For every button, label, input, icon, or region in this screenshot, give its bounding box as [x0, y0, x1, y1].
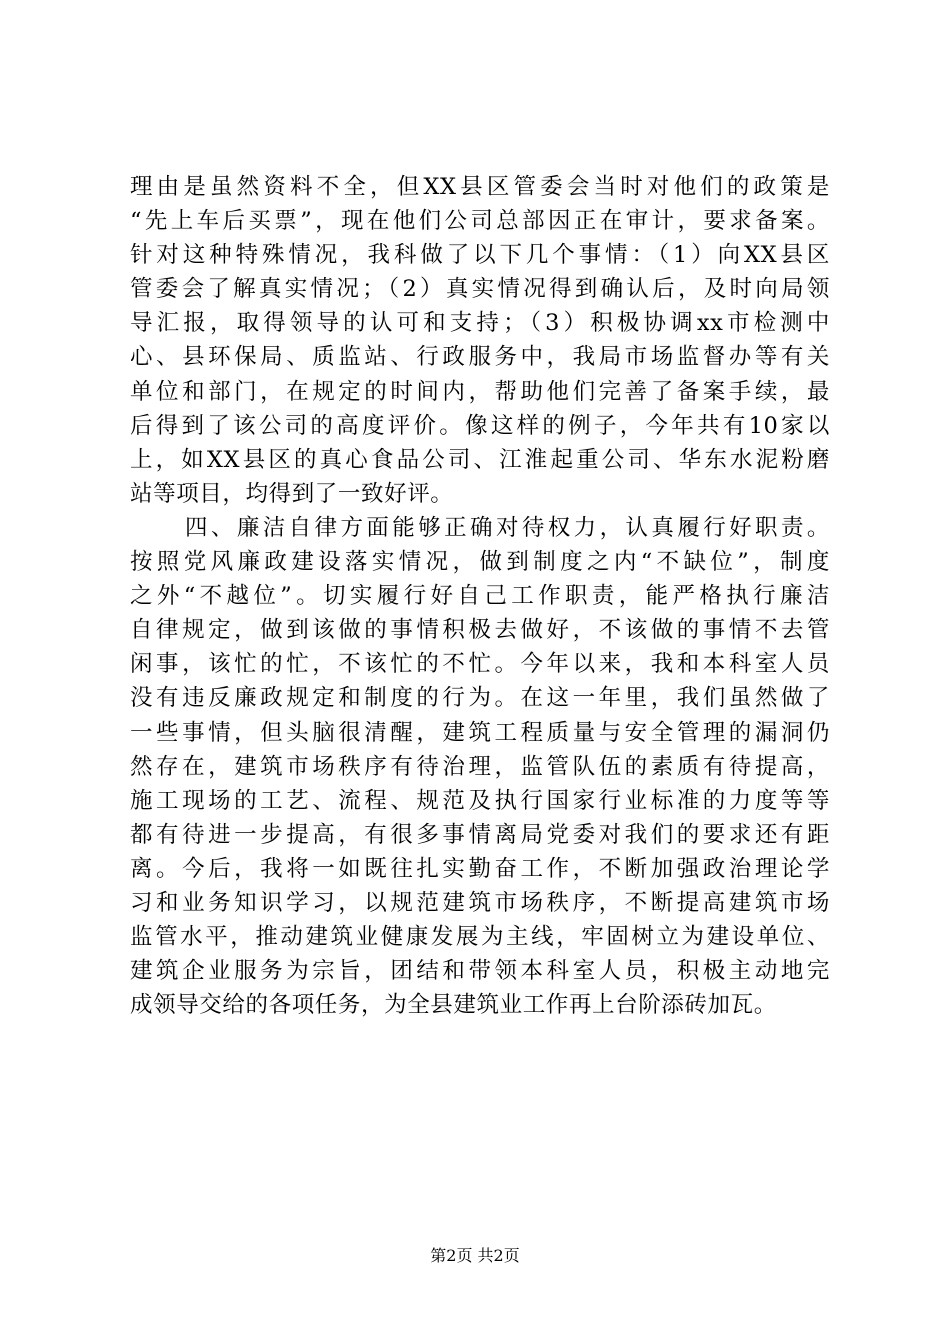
- text-line: 然存在，建筑市场秩序有待治理，监管队伍的素质有待提高，: [130, 753, 830, 780]
- text-line: 没有违反廉政规定和制度的行为。在这一年里，我们虽然做了: [130, 685, 830, 712]
- text-line: 按照党风廉政建设落实情况，做到制度之内“不缺位”，制度: [130, 549, 830, 576]
- text-line: 施工现场的工艺、流程、规范及执行国家行业标准的力度等等: [130, 787, 830, 814]
- text-line: 后得到了该公司的高度评价。像这样的例子，今年共有10家以: [130, 412, 830, 439]
- text-line: 闲事，该忙的忙，不该忙的不忙。今年以来，我和本科室人员: [130, 651, 830, 678]
- text-line: 自律规定，做到该做的事情积极去做好，不该做的事情不去管: [130, 617, 830, 644]
- text-line: 上，如XX县区的真心食品公司、江淮起重公司、华东水泥粉磨: [130, 446, 830, 473]
- text-line: 成领导交给的各项任务，为全县建筑业工作再上台阶添砖加瓦。: [130, 992, 777, 1019]
- text-line: “先上车后买票”，现在他们公司总部因正在审计，要求备案。: [130, 208, 830, 235]
- text-line: 一些事情，但头脑很清醒，建筑工程质量与安全管理的漏洞仍: [130, 719, 830, 746]
- text-line: 管委会了解真实情况；（2）真实情况得到确认后，及时向局领: [130, 276, 830, 303]
- text-line: 导汇报，取得领导的认可和支持；（3）积极协调xx市检测中: [130, 310, 830, 337]
- page-number-footer: 第2页 共2页: [430, 1246, 520, 1265]
- text-line: 都有待进一步提高，有很多事情离局党委对我们的要求还有距: [130, 821, 830, 848]
- text-line: 心、县环保局、质监站、行政服务中，我局市场监督办等有关: [130, 344, 830, 371]
- document-body: [130, 170, 830, 1022]
- text-line: 理由是虽然资料不全，但XX县区管委会当时对他们的政策是: [130, 174, 830, 200]
- section-heading-line: 四、廉洁自律方面能够正确对待权力，认真履行好职责。: [185, 514, 830, 541]
- text-line: 之外“不越位”。切实履行好自己工作职责，能严格执行廉洁: [130, 583, 830, 610]
- text-line: 针对这种特殊情况，我科做了以下几个事情：（1）向XX县区: [130, 242, 830, 269]
- text-line: 监管水平，推动建筑业健康发展为主线，牢固树立为建设单位、: [130, 924, 830, 951]
- text-line: 站等项目，均得到了一致好评。: [130, 480, 454, 507]
- text-line: 习和业务知识学习，以规范建筑市场秩序，不断提高建筑市场: [130, 889, 830, 916]
- text-line: 单位和部门，在规定的时间内，帮助他们完善了备案手续，最: [130, 378, 830, 405]
- text-line: 建筑企业服务为宗旨，团结和带领本科室人员，积极主动地完: [130, 958, 830, 985]
- text-line: 离。今后，我将一如既往扎实勤奋工作，不断加强政治理论学: [130, 855, 830, 882]
